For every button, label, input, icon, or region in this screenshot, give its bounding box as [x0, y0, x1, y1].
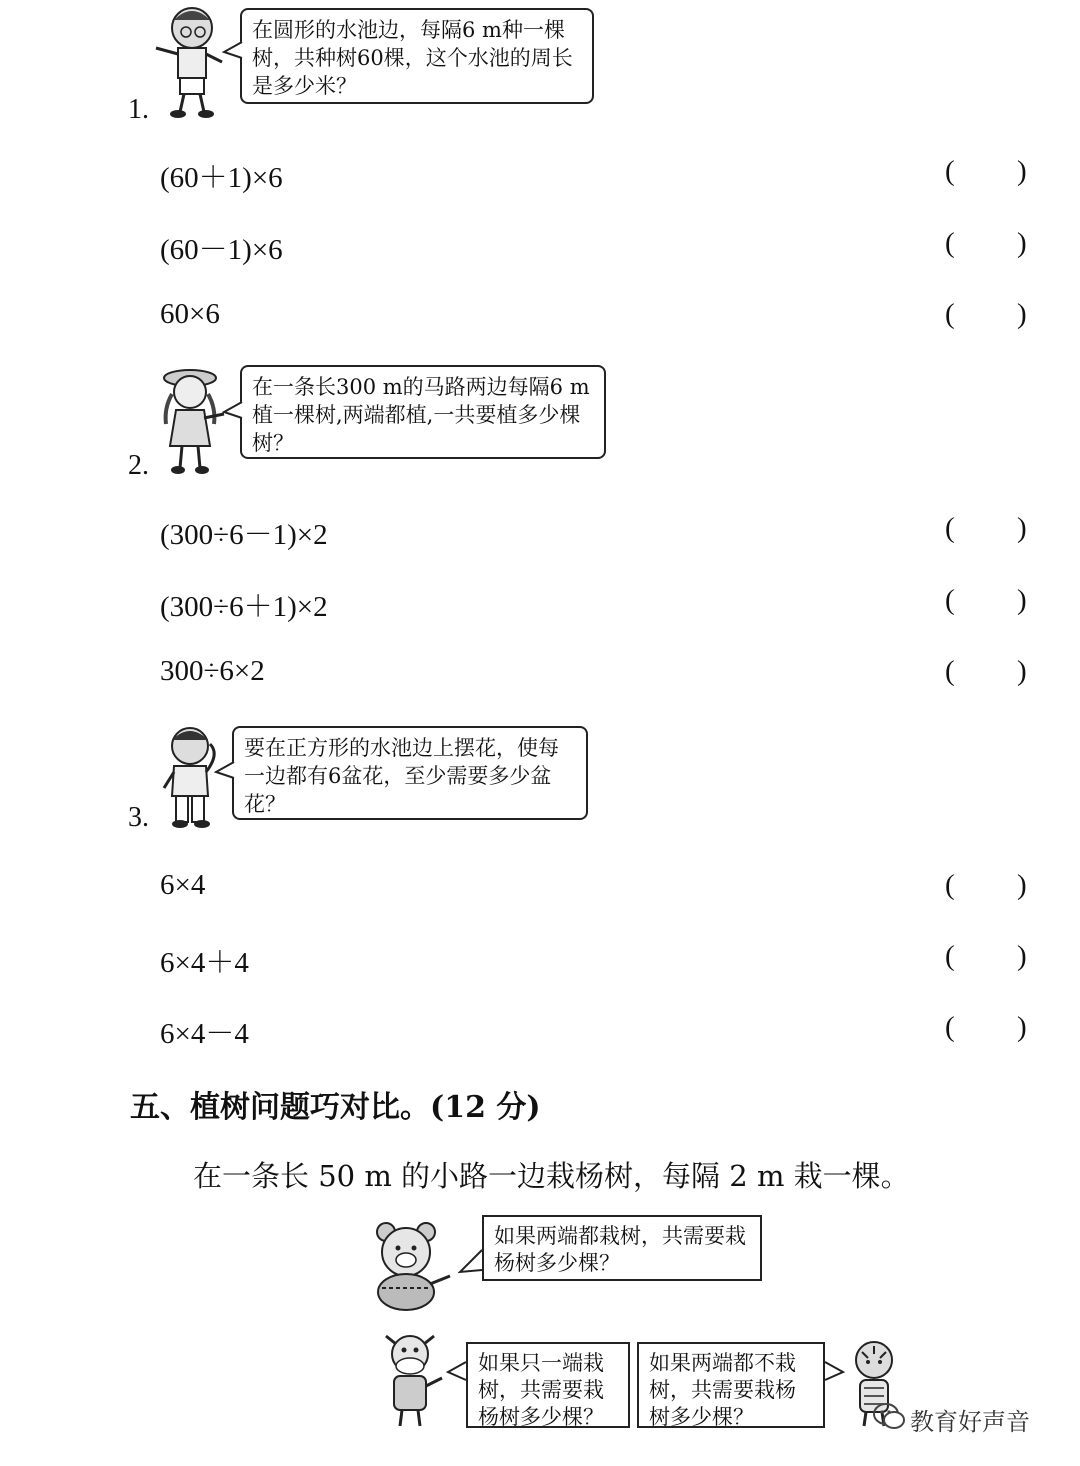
wechat-logo-icon — [872, 1402, 906, 1432]
question-1-option-2: (60－1)×6 — [160, 234, 283, 266]
boy-with-glasses-illustration — [150, 2, 230, 120]
question-1-number: 1. — [128, 94, 149, 125]
question-3-speech-bubble — [232, 726, 588, 820]
speech-bubble-tail — [222, 40, 244, 60]
question-3-option-2: 6×4＋4 — [160, 947, 249, 979]
question-2-bubble-text: 在一条长300 m的马路两边每隔6 m植一棵树,两端都植,一共要植多少棵树？ — [252, 375, 590, 455]
question-2-speech-bubble — [240, 365, 606, 459]
question-2-option-1: (300÷6－1)×2 — [160, 519, 328, 551]
girl-with-hat-illustration — [150, 364, 230, 476]
tiger-question-box — [637, 1342, 825, 1428]
question-3-bubble-text: 要在正方形的水池边上摆花，使每一边都有6盆花，至少需要多少盆花？ — [244, 736, 559, 816]
question-3-number: 3. — [128, 802, 149, 833]
cow-illustration — [374, 1326, 446, 1430]
speech-bubble-tail — [214, 760, 236, 780]
section-5-heading: 五、植树问题巧对比。(12 分) — [130, 1090, 541, 1125]
watermark-text: 教育好声音 — [910, 1408, 1030, 1436]
question-2-option-2: (300÷6＋1)×2 — [160, 591, 328, 623]
speech-bubble-tail — [458, 1248, 484, 1278]
question-3-option-3: 6×4－4 — [160, 1018, 249, 1050]
speech-bubble-tail — [446, 1360, 468, 1384]
question-3-option-1: 6×4 — [160, 869, 206, 901]
question-1-option-1: (60＋1)×6 — [160, 162, 283, 194]
bear-question-text: 如果两端都栽树，共需要栽杨树多少棵？ — [494, 1224, 746, 1275]
question-1-speech-bubble — [240, 8, 594, 104]
question-1-bubble-text: 在圆形的水池边，每隔6 m种一棵树，共种树60棵，这个水池的周长是多少米？ — [252, 18, 573, 98]
cow-question-text: 如果只一端栽树，共需要栽杨树多少棵？ — [478, 1351, 604, 1429]
bear-question-box — [482, 1215, 762, 1281]
bear-illustration — [362, 1218, 452, 1314]
cow-question-box — [466, 1342, 630, 1428]
speech-bubble-tail — [222, 400, 244, 420]
question-2-number: 2. — [128, 450, 149, 481]
question-2-option-3: 300÷6×2 — [160, 655, 265, 687]
section-5-intro: 在一条长 50 m 的小路一边栽杨树，每隔 2 m 栽一棵。 — [193, 1159, 910, 1193]
tiger-question-text: 如果两端都不栽树，共需要栽杨树多少棵？ — [649, 1351, 796, 1429]
question-1-option-3: 60×6 — [160, 298, 220, 330]
